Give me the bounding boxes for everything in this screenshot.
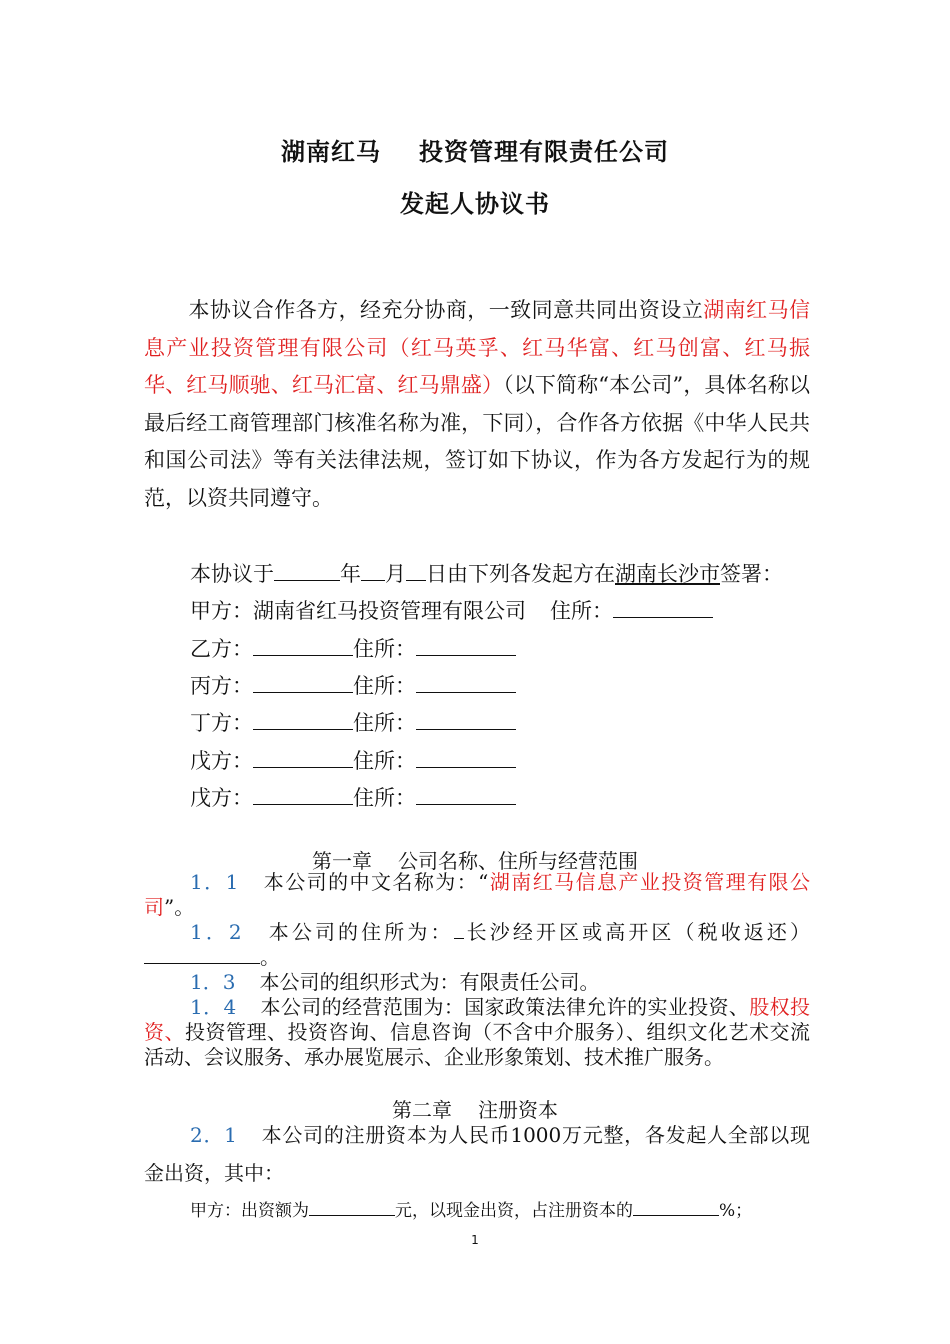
signing-line: 本协议于 年 月 日由下列各发起方在湖南长沙市签署： xyxy=(190,558,783,589)
section-1-4: 1．4 本公司的经营范围为：国家政策法律允许的实业投资、股权投资、投资管理、投资咨询、信息咨询（不含中介服务）、组织文化艺术交流活动、会议服务、承办展览展示、企业形象策划、技术推广服务。 xyxy=(144,995,811,1069)
party-row: 乙方： 住所： xyxy=(190,633,516,664)
capital-jia-line: 甲方：出资额为 元，以现金出资，占注册资本的 %； xyxy=(190,1201,753,1221)
document-title-line1: 湖南红马 投资管理有限责任公司 xyxy=(281,138,669,166)
party-row: 丙方： 住所： xyxy=(190,670,516,701)
party-jia: 甲方：湖南省红马投资管理有限公司 住所： xyxy=(190,595,713,626)
chapter2-heading: 第二章 注册资本 xyxy=(392,1098,558,1122)
section-1-1: 1．1 本公司的中文名称为：“湖南红马信息产业投资管理有限公司”。 xyxy=(144,870,811,919)
page-number: 1 xyxy=(471,1233,479,1247)
signing-place: 湖南长沙市 xyxy=(615,562,720,586)
section-1-3: 1．3 本公司的组织形式为：有限责任公司。 xyxy=(190,970,600,994)
section-1-2: 1．2 本公司的住所为： 长沙经开区或高开区（税收返还）。 xyxy=(144,920,810,970)
company-name-highlight: 湖南红马信息产业投资管理有限公司（红马英孚、红马华富、红马创富、红马振华、红马顺驰、红马汇富、红马鼎盛） xyxy=(144,298,811,397)
party-row: 丁方： 住所： xyxy=(190,707,516,738)
section-2-1: 2．1 本公司的注册资本为人民币1000万元整，各发起人全部以现金出资，其中： xyxy=(144,1123,810,1185)
party-row: 戊方： 住所： xyxy=(190,745,516,776)
document-title-line2: 发起人协议书 xyxy=(400,190,550,218)
intro-paragraph: 本协议合作各方，经充分协商，一致同意共同出资设立湖南红马信息产业投资管理有限公司（红马英孚、红马华富、红马创富、红马振华、红马顺驰、红马汇富、红马鼎盛）（以下简称“本公司”，具体名称以最后经工商管理部门核准名称为准，下同），合作各方依据《中华人民共和国公司法》等有关法律法规，签订如下协议，作为各方发起行为的规范，以资共同遵守。 xyxy=(144,298,811,510)
chapter1-heading: 第一章 公司名称、住所与经营范围 xyxy=(312,849,638,873)
party-row: 戊方： 住所： xyxy=(190,782,516,813)
